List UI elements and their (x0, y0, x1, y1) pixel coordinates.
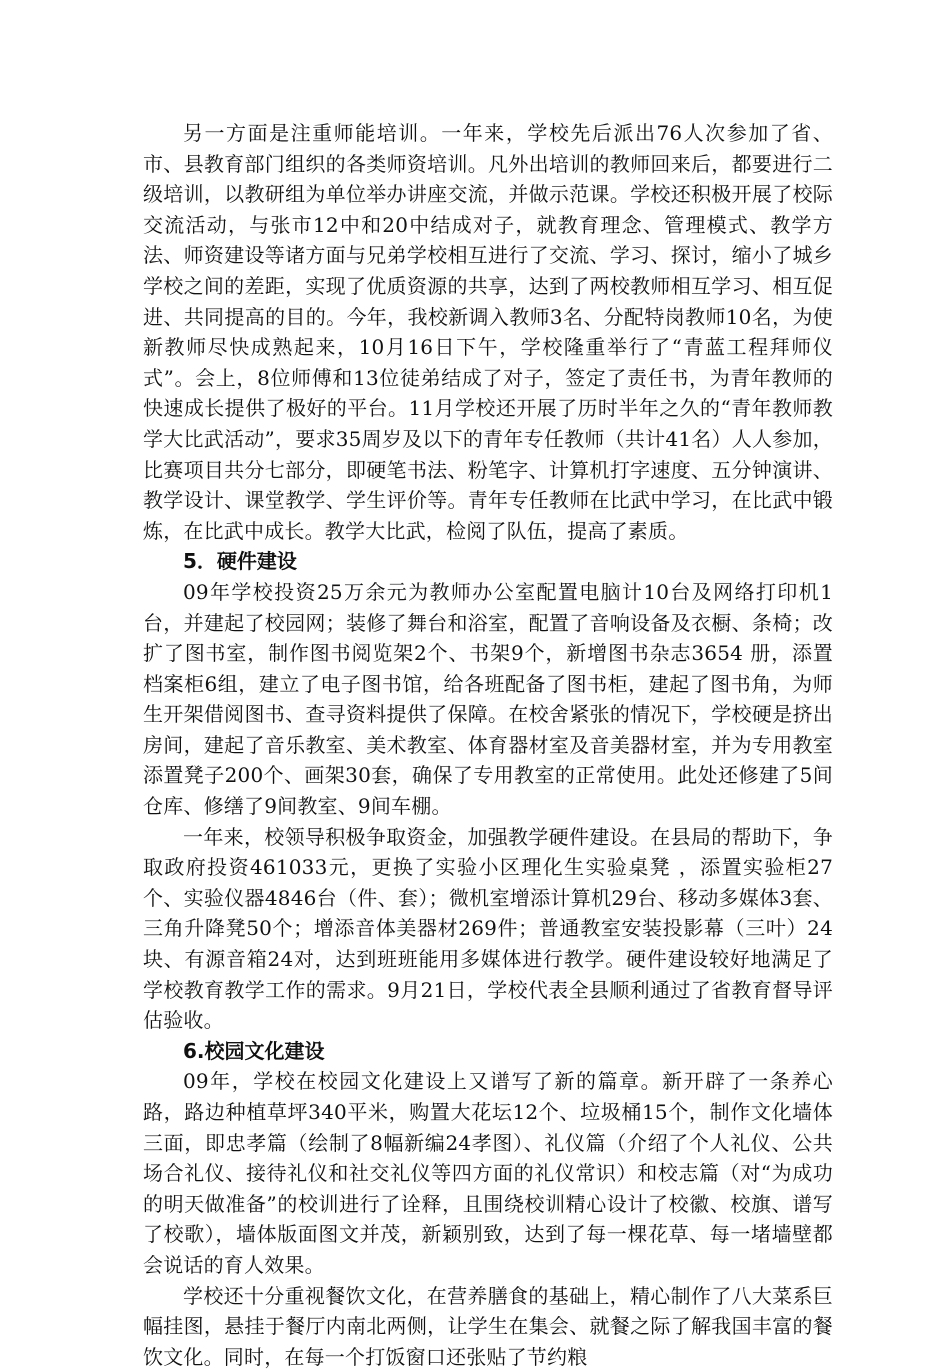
section-heading-hardware: 5．硬件建设 (183, 549, 297, 574)
paragraph-dining-culture: 学校还十分重视餐饮文化，在营养膳食的基础上，精心制作了八大菜系巨幅挂图，悬挂于餐厅内南北两侧，让学生在集会、就餐之际了解我国丰富的餐饮文化。同时，在每一个打饭窗口还张贴了节约粮 (143, 1283, 833, 1369)
document-page (143, 118, 833, 1372)
paragraph-hardware-investment: 09年学校投资25万余元为教师办公室配置电脑计10台及网络打印机1 台，并建起了校园网；装修了舞台和浴室，配置了音响设备及衣橱、条椅；改扩了图书室，制作图书阅览架2个、书架9个，新增图书杂志3654 册，添置档案柜6组，建立了电子图书馆，给各班配备了图书柜，建起了图书角，为师生开架借阅图书、查寻资料提供了保障。在校舍紧张的情况下，学校硬是挤出房间，建起了音乐教室、美术教室、体育器材室及音美器材室，并为专用教室添置凳子200个、画架30套，确保了专用教室的正常使用。此处还修建了5间仓库、修缮了9间教室、9间车棚。 (143, 579, 833, 819)
section-heading-campus-culture: 6.校园文化建设 (183, 1038, 325, 1063)
paragraph-hardware-funding: 一年来，校领导积极争取资金，加强教学硬件建设。在县局的帮助下，争取政府投资461033元，更换了实验小区理化生实验桌凳 ，添置实验柜27个、实验仪器4846台（件、套）；微机室增添计算机29台、移动多媒体3套、三角升降凳50个；增添音体美器材269件；普通教室安装投影幕（三叶）24块、有源音箱24对，达到班班能用多媒体进行教学。硬件建设较好地满足了学校教育教学工作的需求。9月21日，学校代表全县顺利通过了省教育督导评估验收。 (143, 824, 833, 1033)
paragraph-teacher-training: 另一方面是注重师能培训。一年来，学校先后派出76人次参加了省、市、县教育部门组织的各类师资培训。凡外出培训的教师回来后，都要进行二级培训，以教研组为单位举办讲座交流，并做示范课。学校还积极开展了校际交流活动，与张市12中和20中结成对子，就教育理念、管理模式、教学方法、师资建设等诸方面与兄弟学校相互进行了交流、学习、探讨，缩小了城乡学校之间的差距，实现了优质资源的共享，达到了两校教师相互学习、相互促进、共同提高的目的。今年，我校新调入教师3名、分配特岗教师10名，为使新教师尽快成熟起来，10月16日下午，学校隆重举行了“青蓝工程拜师仪式”。会上，8位师傅和13位徒弟结成了对子，签定了责任书，为青年教师的快速成长提供了极好的平台。11月学校还开展了历时半年之久的“青年教师教学大比武活动”，要求35周岁及以下的青年专任教师（共计41名）人人参加，比赛项目共分七部分，即硬笔书法、粉笔字、计算机打字速度、五分钟演讲、教学设计、课堂教学、学生评价等。青年专任教师在比武中学习，在比武中锻炼，在比武中成长。教学大比武，检阅了队伍，提高了素质。 (143, 121, 833, 543)
paragraph-campus-culture: 09年，学校在校园文化建设上又谱写了新的篇章。新开辟了一条养心路，路边种植草坪340平米，购置大花坛12个、垃圾桶15个，制作文化墙体三面，即忠孝篇（绘制了8幅新编24孝图）、礼仪篇（介绍了个人礼仪、公共场合礼仪、接待礼仪和社交礼仪等四方面的礼仪常识）和校志篇（对“为成功的明天做准备”的校训进行了诠释，且围绕校训精心设计了校徽、校旗、谱写了校歌），墙体版面图文并茂，新颖别致，达到了每一棵花草、每一堵墙壁都会说话的育人效果。 (143, 1069, 833, 1277)
